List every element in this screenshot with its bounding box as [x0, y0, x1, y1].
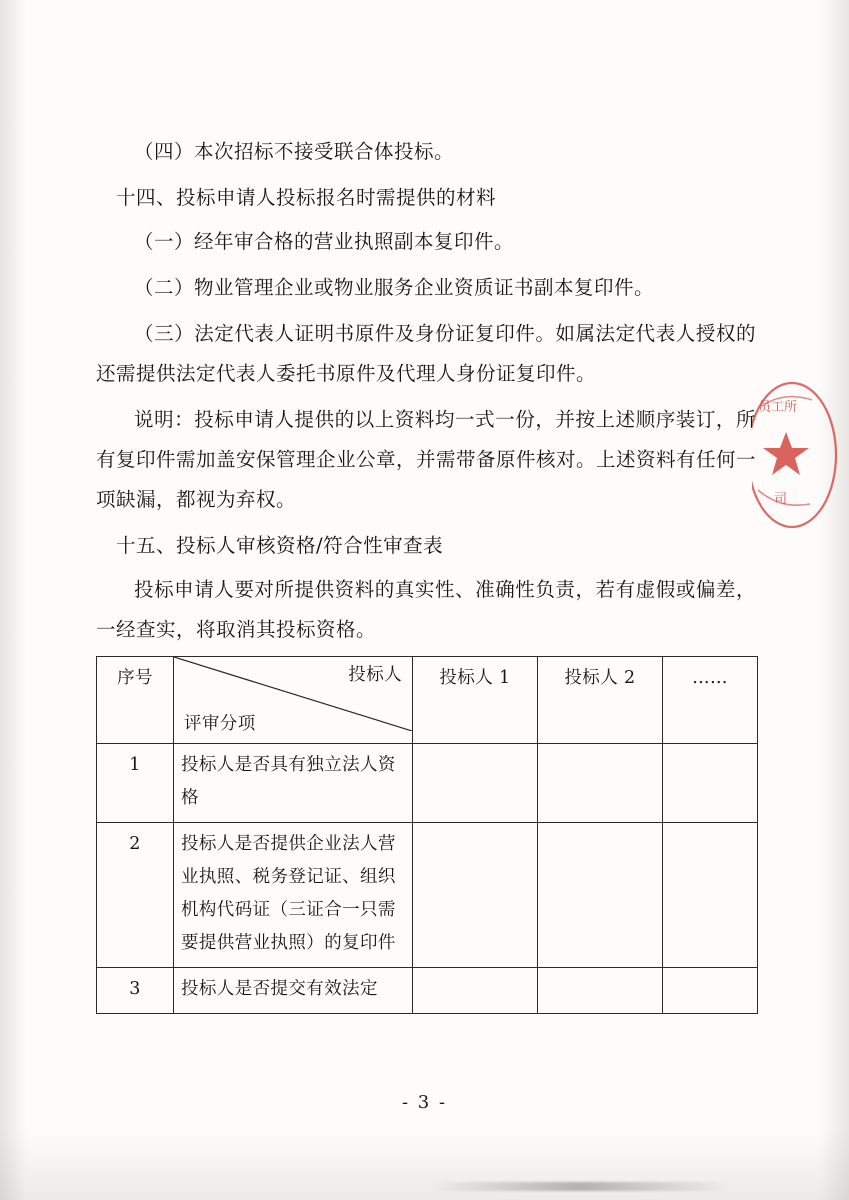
row-number: 1 [97, 744, 174, 823]
red-seal-stamp [752, 370, 848, 540]
row-bidder-2-value [538, 968, 663, 1014]
paragraph-item-one: （一）经年审合格的营业执照副本复印件。 [134, 230, 515, 253]
row-more-value [663, 823, 758, 968]
section-heading-14: 十四、投标申请人投标报名时需提供的材料 [116, 186, 497, 209]
row-criteria: 投标人是否提交有效法定 [174, 968, 413, 1014]
header-cell-bidder-2: 投标人 2 [538, 657, 663, 744]
qualification-review-table [96, 656, 758, 1014]
seal-icon [752, 370, 848, 540]
scan-shadow-left [0, 0, 26, 1200]
row-criteria: 投标人是否提供企业法人营业执照、税务登记证、组织机构代码证（三证合一只需要提供营业执照）的复印件 [174, 823, 413, 968]
scan-shadow-right [819, 0, 849, 1200]
row-bidder-2-value [538, 823, 663, 968]
paragraph-item-two: （二）物业管理企业或物业服务企业资质证书副本复印件。 [134, 276, 655, 299]
table-row [97, 744, 758, 823]
header-cell-no: 序号 [97, 657, 174, 744]
table-row [97, 823, 758, 968]
document-body [96, 132, 756, 1014]
row-bidder-1-value [413, 823, 538, 968]
row-number: 2 [97, 823, 174, 968]
row-criteria: 投标人是否具有独立法人资格 [174, 744, 413, 823]
paragraph-item-four: （四）本次招标不接受联合体投标。 [134, 140, 455, 163]
header-label-criteria: 评审分项 [184, 714, 256, 734]
paragraph-note: 说明：投标申请人提供的以上资料均一式一份，并按上述顺序装订，所有复印件需加盖安保管理企业公章，并需带备原件核对。上述资料有任何一项缺漏，都视为弃权。 [96, 408, 757, 511]
table-row [97, 968, 758, 1014]
header-cell-diagonal [174, 657, 413, 744]
row-more-value [663, 744, 758, 823]
section-heading-15: 十五、投标人审核资格/符合性审查表 [116, 534, 444, 557]
seal-text-bottom: 司 [774, 492, 788, 507]
page-number: - 3 - [401, 1092, 448, 1113]
review-table-wrapper [96, 656, 728, 1014]
row-bidder-1-value [413, 744, 538, 823]
seal-text-top: 员工所 [758, 400, 798, 415]
scan-artifact [430, 1182, 730, 1191]
paragraph-responsibility: 投标申请人要对所提供资料的真实性、准确性负责，若有虚假或偏差，一经查实，将取消其投标资格。 [96, 578, 756, 641]
row-number: 3 [97, 968, 174, 1014]
row-bidder-2-value [538, 744, 663, 823]
table-header-row [97, 657, 758, 744]
row-bidder-1-value [413, 968, 538, 1014]
row-more-value [663, 968, 758, 1014]
header-cell-more: …… [663, 657, 758, 744]
paragraph-item-three: （三）法定代表人证明书原件及身份证复印件。如属法定代表人授权的还需提供法定代表人委托书原件及代理人身份证复印件。 [96, 322, 756, 385]
header-label-bidder: 投标人 [348, 665, 402, 685]
header-cell-bidder-1: 投标人 1 [413, 657, 538, 744]
